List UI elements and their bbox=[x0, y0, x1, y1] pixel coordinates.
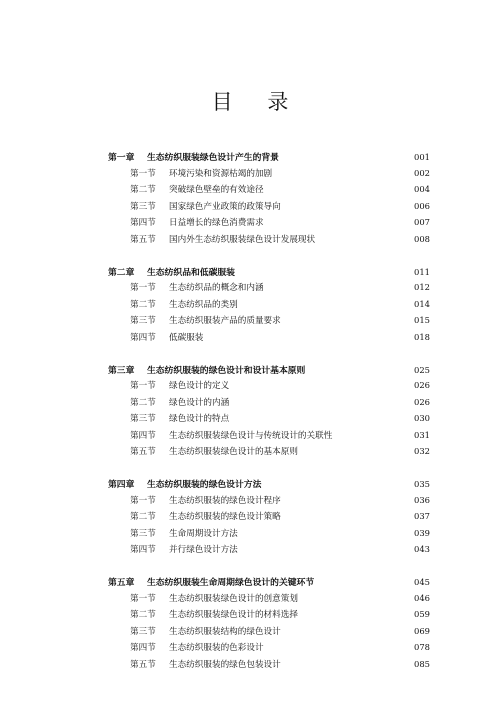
chapter-1 bbox=[108, 150, 430, 249]
page-number: 026 bbox=[414, 396, 430, 407]
page-number: 046 bbox=[414, 592, 430, 603]
section-label: 第四节 bbox=[130, 218, 156, 228]
section-title: 生态纺织服装绿色设计的创意策划 bbox=[169, 593, 298, 604]
section-label: 第四节 bbox=[130, 643, 156, 653]
chapter-label: 第四章 bbox=[108, 480, 135, 490]
chapter-label: 第三章 bbox=[108, 365, 135, 376]
page-number: 026 bbox=[414, 380, 430, 390]
chapter-label: 第一章 bbox=[108, 153, 135, 163]
section-title: 生态纺织服装绿色设计的基本原则 bbox=[169, 447, 298, 457]
section-entry[interactable] bbox=[108, 445, 430, 462]
section-title: 生态纺织服装绿色设计与传统设计的关联性 bbox=[169, 430, 333, 441]
section-label: 第四节 bbox=[130, 430, 156, 441]
chapter-heading[interactable] bbox=[108, 150, 430, 167]
section-title: 生态纺织服装产品的质量要求 bbox=[169, 316, 281, 326]
section-label: 第四节 bbox=[130, 332, 156, 343]
section-title: 绿色设计的定义 bbox=[169, 381, 230, 391]
section-title: 低碳服装 bbox=[169, 332, 204, 343]
section-title: 国家绿色产业政策的政策导向 bbox=[169, 201, 281, 212]
section-label: 第一节 bbox=[130, 593, 156, 604]
page-number: 069 bbox=[414, 625, 430, 636]
page-number: 004 bbox=[414, 184, 430, 194]
section-entry[interactable] bbox=[108, 658, 430, 675]
section-title: 突破绿色壁垒的有效途径 bbox=[169, 185, 264, 195]
section-title: 生态纺织服装绿色设计的材料选择 bbox=[169, 610, 298, 620]
section-entry[interactable] bbox=[108, 527, 430, 544]
page-number: 018 bbox=[414, 331, 430, 342]
page-number: 002 bbox=[414, 167, 430, 178]
page-number: 015 bbox=[414, 315, 430, 325]
page-number: 006 bbox=[414, 200, 430, 211]
page-number: 012 bbox=[414, 282, 430, 292]
section-entry[interactable] bbox=[108, 379, 430, 396]
chapter-label: 第二章 bbox=[108, 267, 135, 278]
page-number: 025 bbox=[414, 364, 430, 375]
section-entry[interactable] bbox=[108, 331, 430, 348]
section-title: 生态纺织服装的色彩设计 bbox=[169, 643, 264, 653]
section-entry[interactable] bbox=[108, 592, 430, 609]
section-label: 第三节 bbox=[130, 626, 156, 637]
chapter-3 bbox=[108, 363, 430, 462]
page-number: 014 bbox=[414, 298, 430, 309]
section-title: 生命周期设计方法 bbox=[169, 528, 238, 539]
section-label: 第五节 bbox=[130, 447, 156, 457]
section-entry[interactable] bbox=[108, 429, 430, 446]
section-title: 国内外生态纺织服装绿色设计发展现状 bbox=[169, 234, 316, 245]
section-title: 生态纺织品的类别 bbox=[169, 299, 238, 310]
page-number: 030 bbox=[414, 413, 430, 423]
chapter-title: 生态纺织服装生命周期绿色设计的关键环节 bbox=[147, 578, 315, 588]
section-entry[interactable] bbox=[108, 200, 430, 217]
section-label: 第三节 bbox=[130, 528, 156, 539]
page-number: 043 bbox=[414, 544, 430, 554]
section-title: 环境污染和资源枯竭的加剧 bbox=[169, 168, 273, 179]
chapter-5 bbox=[108, 575, 430, 674]
section-label: 第一节 bbox=[130, 381, 156, 391]
section-label: 第一节 bbox=[130, 283, 156, 293]
section-label: 第五节 bbox=[130, 659, 156, 670]
section-entry[interactable] bbox=[108, 608, 430, 625]
section-entry[interactable] bbox=[108, 216, 430, 233]
page-number: 031 bbox=[414, 429, 430, 440]
section-title: 并行绿色设计方法 bbox=[169, 545, 238, 555]
section-label: 第三节 bbox=[130, 414, 156, 424]
section-label: 第三节 bbox=[130, 316, 156, 326]
section-entry[interactable] bbox=[108, 183, 430, 200]
chapter-title: 生态纺织服装绿色设计产生的背景 bbox=[147, 153, 279, 163]
chapter-heading[interactable] bbox=[108, 575, 430, 592]
section-title: 生态纺织服装的绿色设计程序 bbox=[169, 495, 281, 506]
page-number: 036 bbox=[414, 494, 430, 505]
section-label: 第一节 bbox=[130, 495, 156, 506]
section-entry[interactable] bbox=[108, 314, 430, 331]
page-number: 007 bbox=[414, 217, 430, 227]
section-title: 生态纺织服装的绿色设计策略 bbox=[169, 512, 281, 522]
chapter-2 bbox=[108, 265, 430, 348]
chapter-title: 生态纺织品和低碳服装 bbox=[147, 267, 235, 278]
section-label: 第二节 bbox=[130, 512, 156, 522]
page-number: 008 bbox=[414, 233, 430, 244]
section-entry[interactable] bbox=[108, 510, 430, 527]
chapter-title: 生态纺织服装的绿色设计方法 bbox=[147, 480, 262, 490]
section-entry[interactable] bbox=[108, 641, 430, 658]
section-label: 第二节 bbox=[130, 299, 156, 310]
section-entry[interactable] bbox=[108, 233, 430, 250]
section-title: 绿色设计的特点 bbox=[169, 414, 230, 424]
section-title: 生态纺织品的概念和内涵 bbox=[169, 283, 264, 293]
section-entry[interactable] bbox=[108, 625, 430, 642]
page-number: 039 bbox=[414, 527, 430, 538]
section-entry[interactable] bbox=[108, 167, 430, 184]
table-of-contents bbox=[108, 150, 430, 690]
page-number: 032 bbox=[414, 446, 430, 456]
section-entry[interactable] bbox=[108, 412, 430, 429]
section-label: 第三节 bbox=[130, 201, 156, 212]
chapter-label: 第五章 bbox=[108, 578, 135, 588]
page-title: 目 录 bbox=[211, 90, 303, 114]
section-label: 第二节 bbox=[130, 185, 156, 195]
section-title: 绿色设计的内涵 bbox=[169, 397, 230, 408]
page-number: 011 bbox=[414, 266, 430, 277]
page-number: 037 bbox=[414, 511, 430, 521]
page-number: 059 bbox=[414, 609, 430, 619]
page-number: 045 bbox=[414, 577, 430, 587]
section-title: 生态纺织服装结构的绿色设计 bbox=[169, 626, 281, 637]
chapter-4 bbox=[108, 477, 430, 560]
page-number: 078 bbox=[414, 642, 430, 652]
section-entry[interactable] bbox=[108, 298, 430, 315]
chapter-heading[interactable] bbox=[108, 265, 430, 282]
section-entry[interactable] bbox=[108, 494, 430, 511]
chapter-heading[interactable] bbox=[108, 477, 430, 494]
section-label: 第二节 bbox=[130, 397, 156, 408]
section-entry[interactable] bbox=[108, 396, 430, 413]
section-title: 生态纺织服装的绿色包装设计 bbox=[169, 659, 281, 670]
section-label: 第五节 bbox=[130, 234, 156, 245]
chapter-title: 生态纺织服装的绿色设计和设计基本原则 bbox=[147, 365, 306, 376]
section-title: 日益增长的绿色消费需求 bbox=[169, 218, 264, 228]
section-label: 第二节 bbox=[130, 610, 156, 620]
section-entry[interactable] bbox=[108, 543, 430, 560]
page-number: 001 bbox=[414, 152, 430, 162]
page-number: 085 bbox=[414, 658, 430, 669]
section-label: 第一节 bbox=[130, 168, 156, 179]
page-number: 035 bbox=[414, 479, 430, 489]
section-entry[interactable] bbox=[108, 281, 430, 298]
section-label: 第四节 bbox=[130, 545, 156, 555]
chapter-heading[interactable] bbox=[108, 363, 430, 380]
